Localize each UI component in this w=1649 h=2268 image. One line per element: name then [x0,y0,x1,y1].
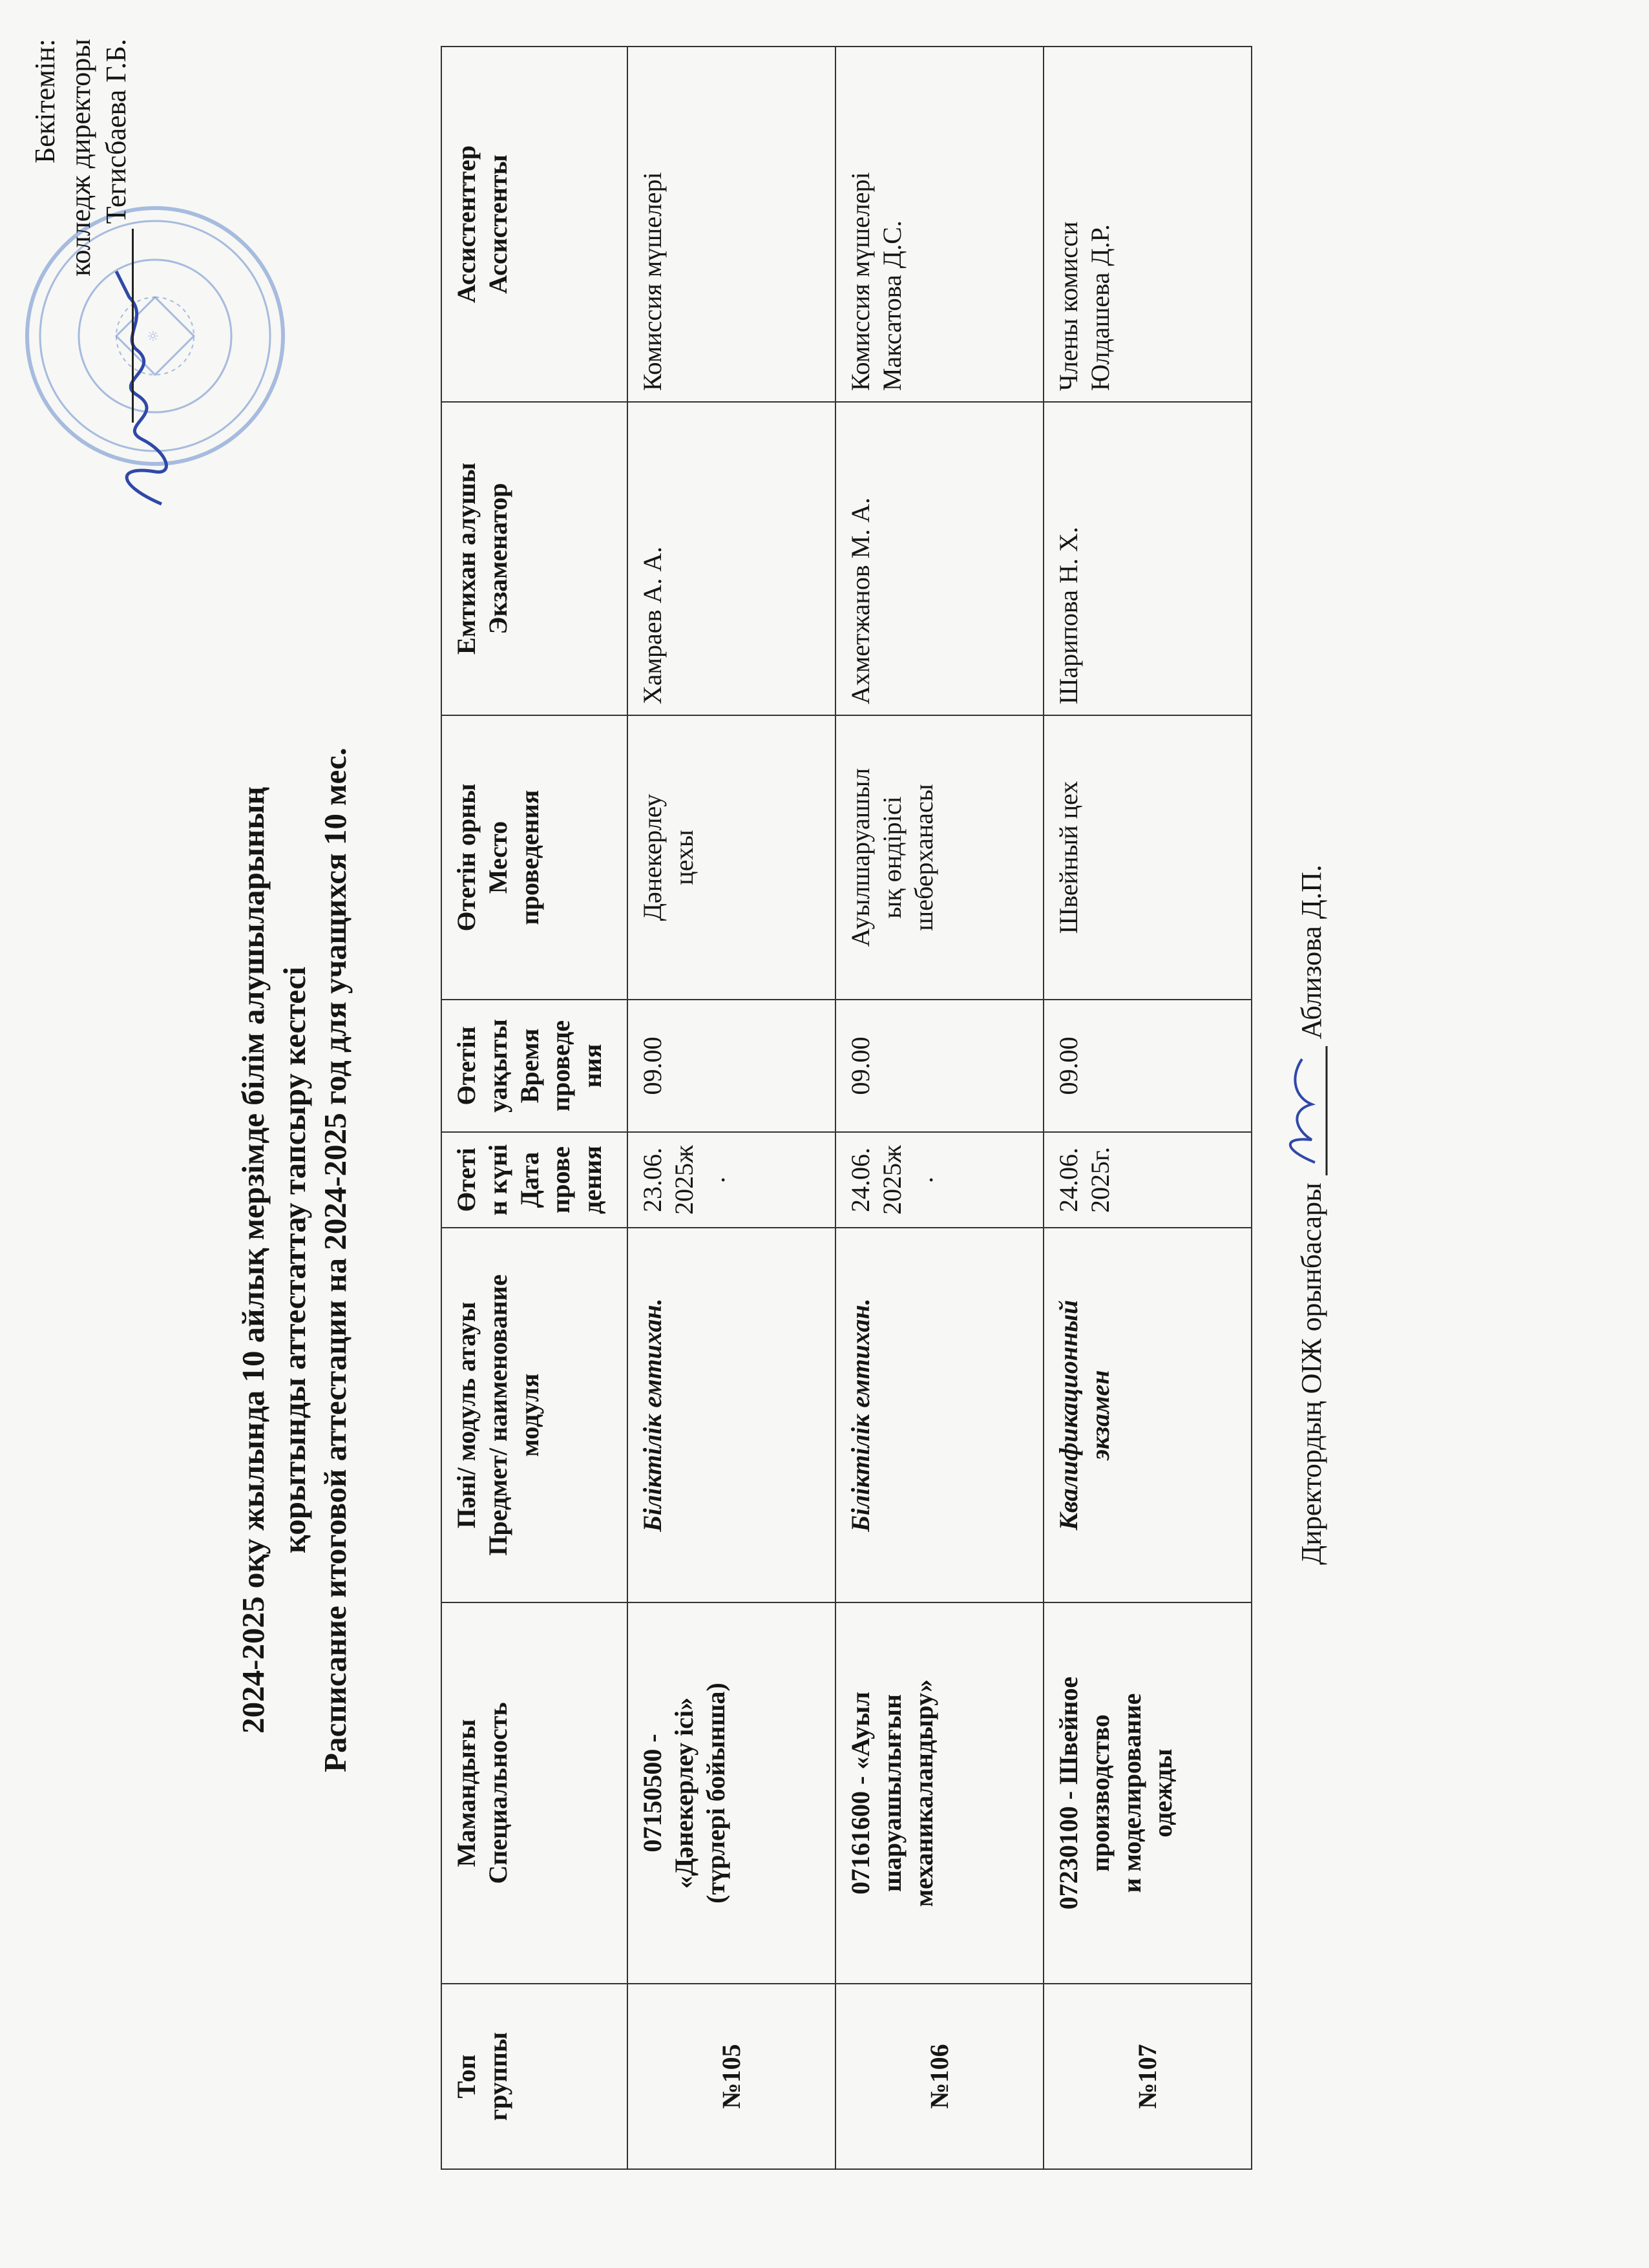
title-line-3: Расписание итоговой аттестации на 2024-2025 год для учащихся 10 мес. [317,748,353,1772]
header-assistants: Ассистенттер Ассистенты [441,47,627,402]
cell-module: Біліктілік емтихан. [627,1228,835,1602]
cell-place: Дәнекерлеу цехы [627,715,835,1000]
title-line-1: 2024-2025 оқу жылында 10 айлық мерзімде білім алушыларының [235,786,271,1734]
cell-time: 09.00 [1044,1000,1252,1132]
cell-specialty: 07150500 - «Дәнекерлеу ісі» (түрлері бойынша) [627,1602,835,1984]
cell-group: №107 [1044,1984,1252,2169]
deputy-signature [1276,1046,1328,1175]
table-row [835,47,1044,2169]
cell-examiner: Хамраев А. А. [627,402,835,715]
exam-schedule-table [441,46,1252,2170]
header-specialty: Мамандығы Специальность [441,1602,627,1984]
header-place: Өтетін орны Место проведения [441,715,627,1000]
table-row [1044,47,1252,2169]
cell-date: 24.06. 2025ж . [835,1132,1044,1228]
title-line-2: қорытынды аттестаттау тапсыру кестесі [276,967,312,1553]
cell-examiner: Шарипова Н. Х. [1044,402,1252,715]
cell-specialty: 07161600 - «Ауыл шаруашылығын механикаландыру» [835,1602,1044,1984]
approval-label: Бекітемін: [29,39,61,163]
cell-specialty: 07230100 - Швейное производство и моделирование одежды [1044,1602,1252,1984]
header-time: Өтетін уақыты Время проведе ния [441,1000,627,1132]
table-header-row [441,47,627,2169]
table-row [627,47,835,2169]
cell-date: 23.06. 2025ж . [627,1132,835,1228]
header-group: Топ группы [441,1984,627,2169]
cell-place: Ауылшаруашыл ық өндірісі шеберханасы [835,715,1044,1000]
cell-group: №105 [627,1984,835,2169]
cell-assistants: Комиссия мүшелері [627,47,835,402]
signature-line [103,229,134,423]
header-examiner: Емтихан алушы Экзаменатор [441,402,627,715]
cell-module: Біліктілік емтихан. [835,1228,1044,1602]
cell-place: Швейный цех [1044,715,1252,1000]
deputy-name: Аблизова Д.П. [1296,865,1327,1040]
header-module: Пәні/ модуль атауы Предмет/ наименование модуля [441,1228,627,1602]
cell-date: 24.06. 2025г. [1044,1132,1252,1228]
cell-time: 09.00 [835,1000,1044,1132]
cell-examiner: Ахметжанов М. А. [835,402,1044,715]
cell-group: №106 [835,1984,1044,2169]
approval-block [27,39,134,517]
deputy-signature-line [1276,375,1328,2055]
cell-assistants: Комиссия мүшелері Максатова Д.С. [835,47,1044,402]
approval-name: Тегисбаева Г.Б. [100,39,132,224]
svg-text:☼: ☼ [146,330,162,342]
document-title [233,465,356,2055]
cell-module: Квалификационный экзамен [1044,1228,1252,1602]
header-date: Өтеті н күні Дата прове дения [441,1132,627,1228]
cell-time: 09.00 [627,1000,835,1132]
cell-assistants: Члены комисси Юлдашева Д.Р. [1044,47,1252,402]
deputy-label: Директордың ОІЖ орынбасары [1296,1182,1327,1565]
approval-position: колледж директоры [65,39,96,277]
